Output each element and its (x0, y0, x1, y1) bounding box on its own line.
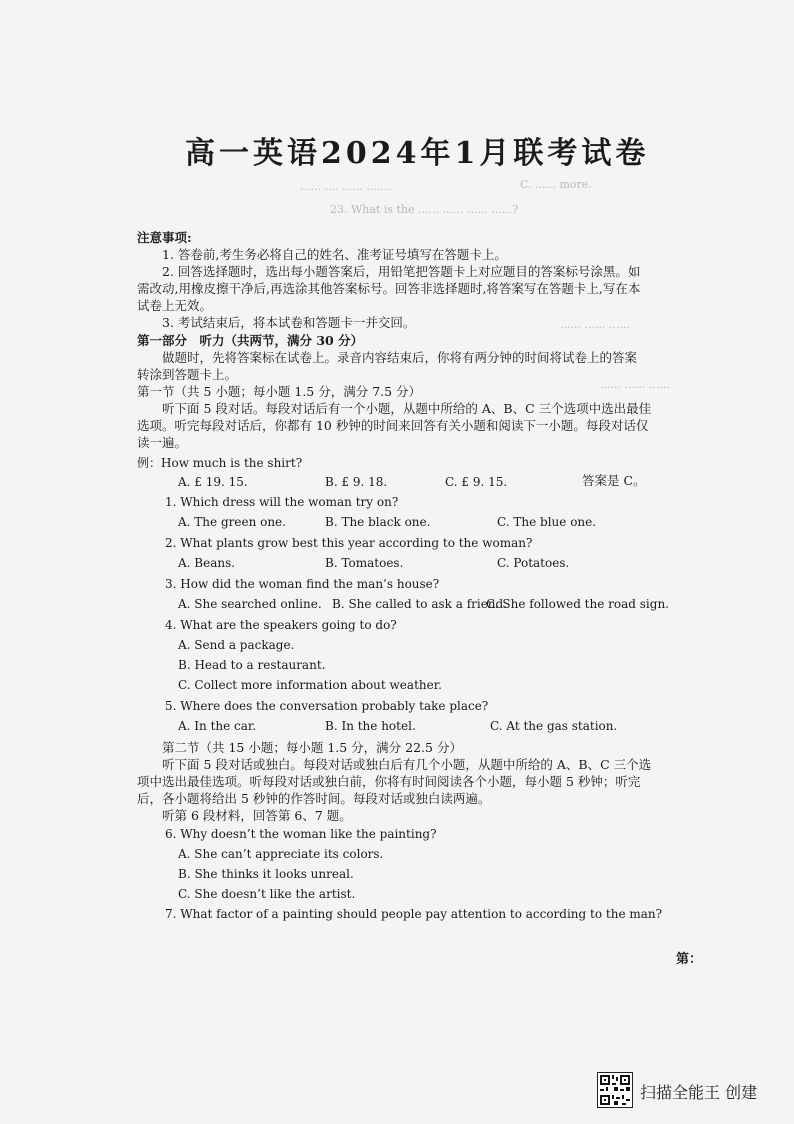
question-3: 3. How did the woman find the man’s house? (165, 577, 440, 591)
section1-intro: 选项。听完每段对话后，你都有 10 秒钟的时间来回答有关小题和阅读下一小题。每段对话仅 (137, 418, 649, 433)
notice-line: 2. 回答选择题时，选出每小题答案后，用铅笔把答题卡上对应题目的答案标号涂黑。如 (162, 264, 641, 279)
q2-option-a: A. Beans. (178, 556, 236, 570)
section1-intro: 听下面 5 段对话。每段对话后有一个小题，从题中所给的 A、B、C 三个选项中选出最佳 (162, 401, 652, 416)
section2-intro: 后，各小题将给出 5 秒钟的作答时间。每段对话或独白读两遍。 (137, 791, 491, 806)
part1-heading: 第一部分 听力（共两节，满分 30 分） (137, 333, 364, 348)
qr-code-icon (597, 1072, 633, 1108)
notice-line: 试卷上无效。 (137, 298, 213, 313)
question-7: 7. What factor of a painting should people pay attention to according to the man? (165, 907, 663, 921)
example-answer: 答案是 C。 (582, 473, 646, 488)
q1-option-a: A. The green one. (178, 515, 286, 529)
q2-option-c: C. Potatoes. (497, 556, 570, 570)
q2-option-b: B. Tomatoes. (325, 556, 404, 570)
example-option-a: A. £ 19. 15. (178, 475, 248, 489)
section1-heading: 第一节（共 5 小题；每小题 1.5 分，满分 7.5 分） (137, 384, 422, 399)
q5-option-c: C. At the gas station. (490, 719, 618, 733)
section2-intro: 项中选出最佳选项。听每段对话或独白前，你将有时间阅读各个小题，每小题 5 秒钟；听完 (137, 774, 641, 789)
q3-option-a: A. She searched online. (178, 597, 322, 611)
example-question: 例：How much is the shirt? (137, 456, 303, 470)
q3-option-c: C. She followed the road sign. (486, 597, 669, 611)
scanner-watermark: 扫描全能王 创建 (640, 1083, 758, 1102)
notice-line: 1. 答卷前,考生务必将自己的姓名、准考证号填写在答题卡上。 (162, 247, 507, 262)
section2-heading: 第二节（共 15 小题；每小题 1.5 分，满分 22.5 分） (162, 740, 462, 755)
q3-option-b: B. She called to ask a friend. (332, 597, 508, 611)
q1-option-c: C. The blue one. (497, 515, 597, 529)
section2-intro: 听下面 5 段对话或独白。每段对话或独白后有几个小题，从题中所给的 A、B、C 三个选 (162, 757, 652, 772)
exam-page: 高一英语2024年1月联考试卷 C. ...... more. ...... .... ...... ....... 23. What is the ...... ...... ...... ......? ...... ...... ...... ...... ...... ...... 注意事项: 1. 答卷前,考生务必将自己的姓名、准考证号填写在答题卡上。 2. 回答选择题时，选出每小题答案后，用铅笔把答题卡上对应题目的答案标号涂黑。如 需改动,用橡皮擦干净后,再选涂其他答案标号。回答非选择题时,将答案写在答题卡上,写在本 试卷上无效。 3. 考试结束后，将本试卷和答题卡一并交回。 第一部分 听力（共两节，满分 30 分） 做题时，先将答案标在试卷上。录音内容结束后，你将有两分钟的时间将试卷上的答案 转涂到答题卡上。 第一节（共 5 小题；每小题 1.5 分，满分 7.5 分） 听下面 5 段对话。每段对话后有一个小题，从题中所给的 A、B、C 三个选项中选出最佳 选项。听完每段对话后，你都有 10 秒钟的时间来回答有关小题和阅读下一小题。每段对话仅 读一遍。 例：How much is the shirt? A. £ 19. 15. B. £ 9. 18. C. £ 9. 15. 答案是 C。 1. Which dress will the woman try on? A. The green one. B. The black one. C. The blue one. 2. What plants grow best this year according to the woman? A. Beans. B. Tomatoes. C. Potatoes. 3. How did the woman find the man’s house? A. She searched online. B. She called to ask a friend. C. She followed the road sign. 4. What are the speakers going to do? A. Send a package. B. Head to a restaurant. C. Collect more information about weather. 5. Where does the conversation probably take place? A. In the car. B. In the hotel. C. At the gas station. 第二节（共 15 小题；每小题 1.5 分，满分 22.5 分） 听下面 5 段对话或独白。每段对话或独白后有几个小题，从题中所给的 A、B、C 三个选 项中选出最佳选项。听每段对话或独白前，你将有时间阅读各个小题，每小题 5 秒钟；听完 后，各小题将给出 5 秒钟的作答时间。每段对话或独白读两遍。 听第 6 段材料，回答第 6、7 题。 6. Why doesn’t the woman like the painting? A. She can’t appreciate its colors. B. She thinks it looks unreal. C. She doesn’t like the artist. 7. What factor of a painting should people pay attention to according to the man? 第： 扫描全能王 创建 (0, 0, 794, 1124)
section2-material: 听第 6 段材料，回答第 6、7 题。 (162, 808, 352, 823)
notice-heading: 注意事项: (137, 230, 192, 245)
page-number: 第： (676, 952, 703, 967)
question-6: 6. Why doesn’t the woman like the painting? (165, 827, 437, 841)
q1-option-b: B. The black one. (325, 515, 431, 529)
question-2: 2. What plants grow best this year according to the woman? (165, 536, 533, 550)
notice-line: 需改动,用橡皮擦干净后,再选涂其他答案标号。回答非选择题时,将答案写在答题卡上,写在本 (137, 281, 641, 296)
question-4: 4. What are the speakers going to do? (165, 618, 397, 632)
notice-line: 3. 考试结束后，将本试卷和答题卡一并交回。 (162, 315, 416, 330)
q4-option-c: C. Collect more information about weather. (178, 678, 442, 692)
q6-option-a: A. She can’t appreciate its colors. (178, 847, 384, 861)
section1-intro: 读一遍。 (137, 435, 188, 450)
example-option-b: B. £ 9. 18. (325, 475, 388, 489)
question-5: 5. Where does the conversation probably take place? (165, 699, 489, 713)
question-1: 1. Which dress will the woman try on? (165, 495, 399, 509)
part1-intro: 做题时，先将答案标在试卷上。录音内容结束后，你将有两分钟的时间将试卷上的答案 (162, 350, 638, 365)
q5-option-b: B. In the hotel. (325, 719, 416, 733)
q4-option-b: B. Head to a restaurant. (178, 658, 326, 672)
q4-option-a: A. Send a package. (178, 638, 295, 652)
example-option-c: C. £ 9. 15. (445, 475, 508, 489)
q6-option-b: B. She thinks it looks unreal. (178, 867, 354, 881)
q5-option-a: A. In the car. (178, 719, 257, 733)
q6-option-c: C. She doesn’t like the artist. (178, 887, 356, 901)
page-title: 高一英语2024年1月联考试卷 (185, 136, 650, 171)
part1-intro: 转涂到答题卡上。 (137, 367, 238, 382)
